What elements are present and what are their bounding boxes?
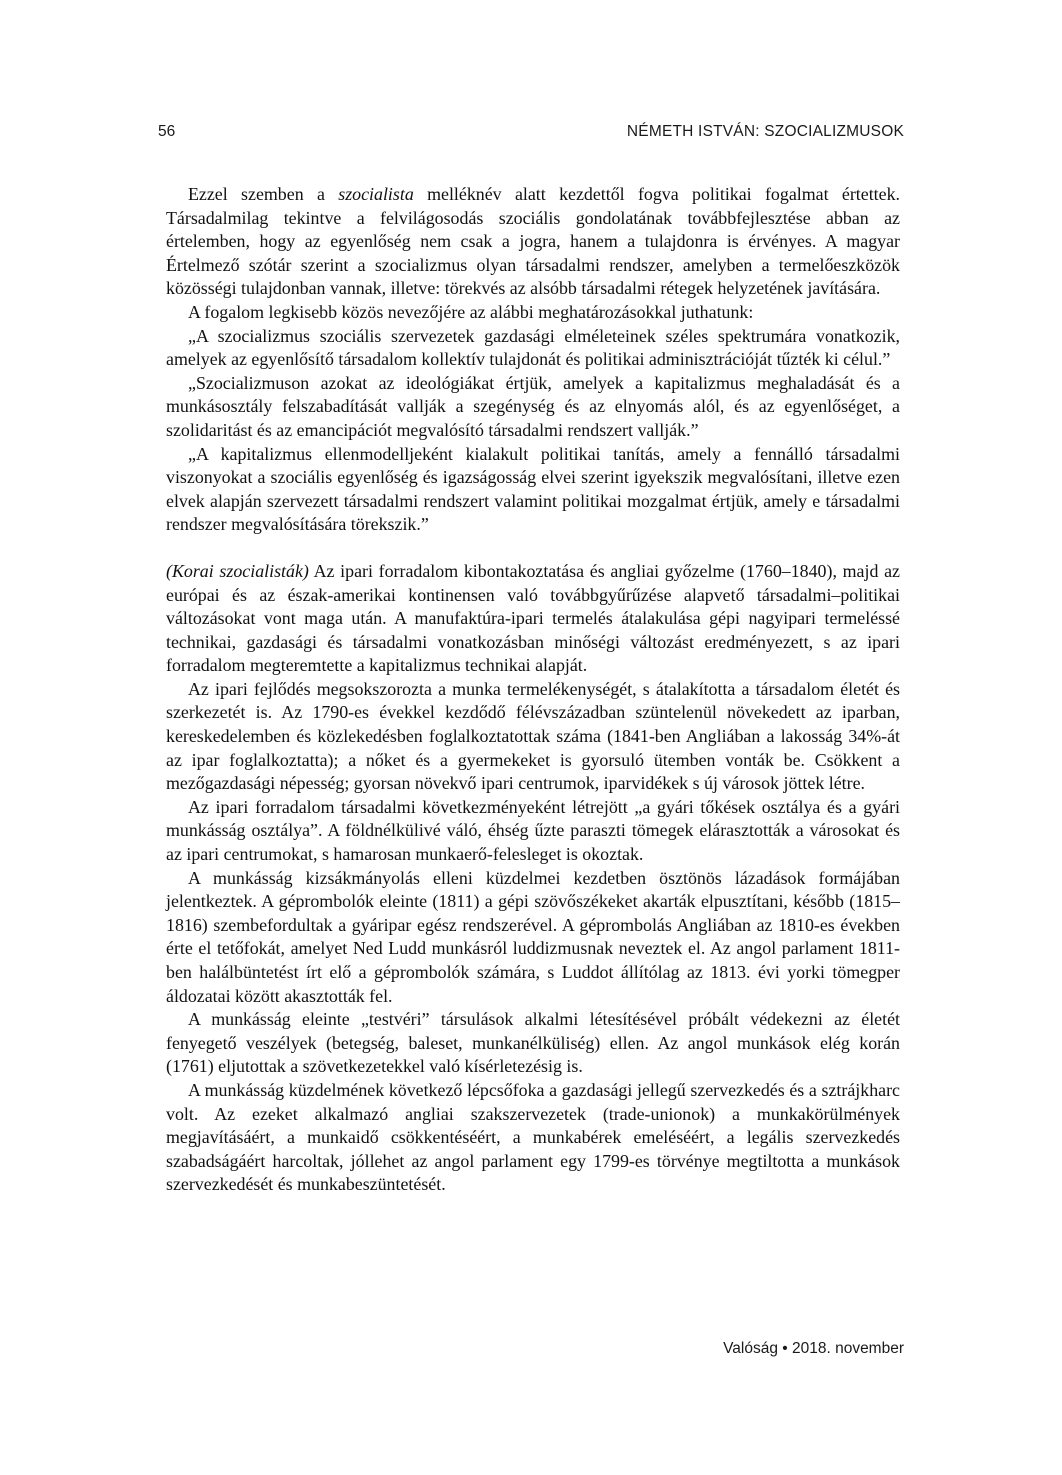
quote-paragraph: „Szocializmuson azokat az ideológiákat értjük, amelyek a kapitalizmus meghaladását és a munkásosztály felszabadítását vallják a szegénység és az elnyomás alól, és az egyenlőséget, a szolidaritást és az emancipációt megvalósító társadalmi rendszert vallják.”	[166, 372, 900, 440]
paragraph: Az ipari forradalom társadalmi következményeként létrejött „a gyári tőkések osztálya és a gyári munkásság osztálya”. A földnélkülivé váló, éhség űzte paraszti tömegek elárasztották a városokat és az ipari centrumokat, s hamarosan munkaerő-felesleget is okoztak.	[166, 796, 900, 865]
section-heading: (Korai szocialisták)	[166, 560, 309, 581]
paragraph: A munkásság küzdelmének következő lépcsőfoka a gazdasági jellegű szervezkedés és a sztrájkharc volt. Az ezeket alkalmazó angliai szakszervezetek (trade-unionok) a munkakörülmények megjavításáért, a munkaidő csökkentéséért, a munkabérek emeléséért, a legális szervezkedés szabadságáért harcoltak, jóllehet az angol parlament egy 1799-es törvénye megtiltotta a munkások szervezkedését és munkabeszüntetését.	[166, 1079, 900, 1195]
quote-paragraph: „A kapitalizmus ellenmodelljeként kialakult politikai tanítás, amely a fennálló társadalmi viszonyokat a szociális egyenlőség és igazságosság elvei szerint igyekszik megvalósítani, illetve ezen elvek alapján szervezett társadalmi rendszert valamint politikai mozgalmat értjük, amely e társadalmi rendszer megvalósítására törekszik.”	[166, 443, 900, 535]
paragraph: A fogalom legkisebb közös nevezőjére az alábbi meghatározásokkal juthatunk:	[188, 301, 754, 322]
page-number: 56	[158, 123, 176, 140]
page-footer: Valóság • 2018. november	[723, 1340, 904, 1357]
section-paragraph: (Korai szocialisták) Az ipari forradalom kibontakoztatása és angliai győzelme (1760–1840), majd az európai és az észak-amerikai kontinensen való továbbgyűrűzése alapvető társadalmi–politikai változásokat vont maga után. A manufaktúra-ipari termelés átalakulása gépi nagyipari termeléssé technikai, gazdasági és társadalmi vonatkozásban minőségi változást eredményezett, s az ipari forradalom megteremtette a kapitalizmus technikai alapját.	[166, 560, 900, 676]
body-text	[166, 183, 900, 1197]
paragraph: Az ipari fejlődés megsokszorozta a munka termelékenységét, s átalakította a társadalom életét és szerkezetét is. Az 1790-es évekkel kezdődő félévszázadban szüntelenül növekedett az iparban, kereskedelemben és közlekedésben foglalkoztatottak száma (1841-ben Angliában a lakosság 34%-át az ipar foglalkoztatta); a nőket és a gyermekeket is gyorsuló ütemben vonták be. Csökkent a mezőgazdasági népesség; gyorsan növekvő ipari centrumok, iparvidékek s új városok jöttek létre.	[166, 678, 900, 794]
paragraph: Ezzel szemben a szocialista melléknév alatt kezdettől fogva politikai fogalmat értettek. Társadalmilag tekintve a felvilágosodás szociális gondolatának továbbfejlesztése abban az értelemben, hogy az egyenlőség nem csak a jogra, hanem a tulajdonra is érvényes. A magyar Értelmező szótár szerint a szocializmus olyan társadalmi rendszer, amelyben a termelőeszközök közösségi tulajdonban vannak, illetve: törekvés az alsóbb társadalmi rétegek helyzetének javítására.	[166, 184, 901, 299]
paragraph: A munkásság kizsákmányolás elleni küzdelmei kezdetben ösztönös lázadások formájában jelentkeztek. A géprombolók eleinte (1811) a gépi szövőszékeket akarták elpusztítani, később (1815–1816) szembefordultak a gyáripar egész rendszerével. A géprombolás Angliában az 1810-es években érte el tetőfokát, amelyet Ned Ludd munkásról luddizmusnak neveztek el. Az angol parlament 1811-ben halálbüntetést írt elő a géprombolók számára, s Luddot állítólag az 1813. évi yorki tömegper áldozatai között akasztották fel.	[166, 867, 900, 1006]
italic-term: szocialista	[338, 184, 414, 204]
running-header	[158, 123, 904, 145]
running-title: NÉMETH ISTVÁN: SZOCIALIZMUSOK	[626, 123, 904, 140]
paragraph: A munkásság eleinte „testvéri” társulások alkalmi létesítésével próbált védekezni az életét fenyegető veszélyek (betegség, baleset, munkanélküliség) ellen. Az angol munkások elég korán (1761) eljutottak a szövetkezetekkel való kísérletezésig is.	[166, 1009, 900, 1077]
quote-paragraph: „A szocializmus szociális szervezetek gazdasági elméleteinek széles spektrumára vonatkozik, amelyek az egyenlősítő társadalom kollektív tulajdonát és politikai adminisztrációját tűzték ki célul.”	[166, 325, 900, 370]
